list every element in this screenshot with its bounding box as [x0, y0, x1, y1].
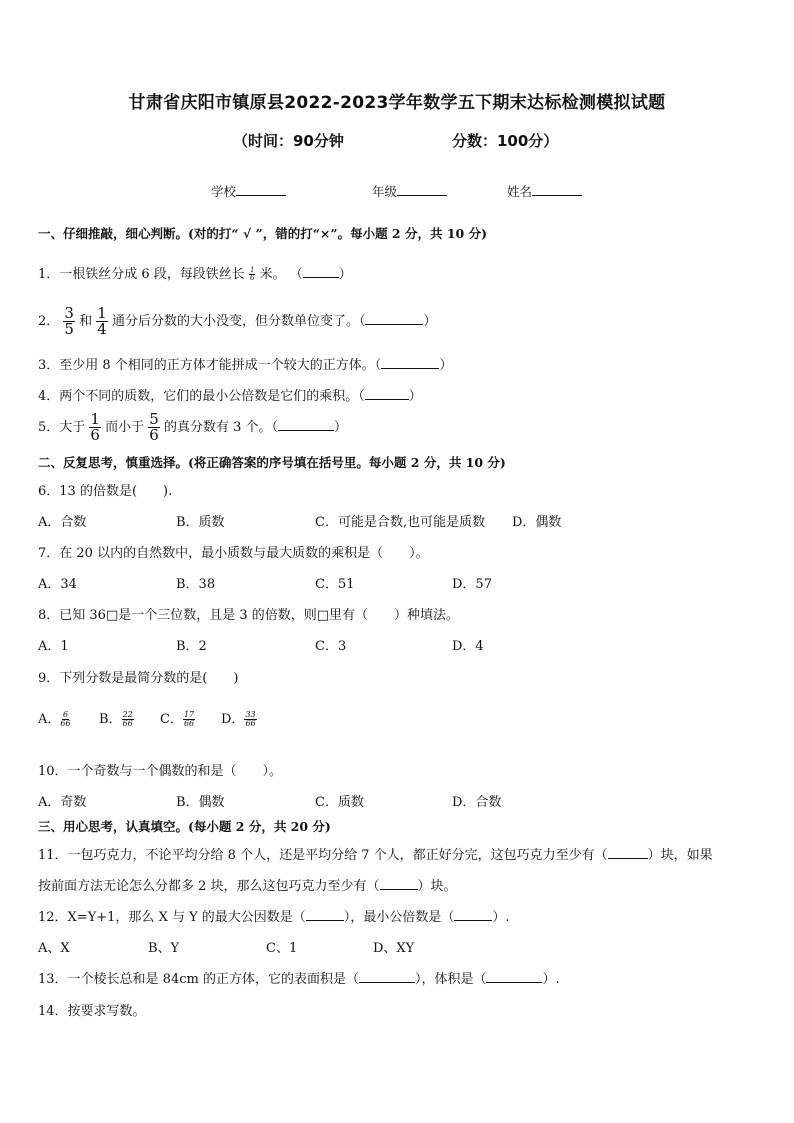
question-13: 13．一个棱长总和是 84cm 的正方体，它的表面积是（ ），体积是（ ）. [38, 972, 560, 987]
q5-fraction-1: $\frac{1}{6}$ [90, 410, 100, 444]
name-blank[interactable] [532, 183, 582, 196]
q2-fraction-2: $\frac{1}{4}$ [97, 304, 107, 338]
q10-option-b[interactable]: B．偶数 [176, 795, 225, 810]
q8-option-d[interactable]: D．4 [452, 639, 484, 654]
q13-blank-1[interactable] [359, 970, 415, 983]
school-label: 学校 [211, 184, 237, 199]
q11-blank-1[interactable] [608, 846, 648, 859]
q9-option-c[interactable]: C． $\frac{17}{66}$ [160, 710, 195, 728]
question-4: 4．两个不同的质数，它们的最小公倍数是它们的乘积。（ ） [38, 389, 422, 404]
q5-text: 的真分数有 3 个。（ [163, 420, 278, 435]
section-3-heading: 三、用心思考，认真填空。(每小题 2 分，共 20 分) [38, 819, 331, 834]
q9-option-a[interactable]: A． $\frac{6}{66}$ [38, 710, 71, 728]
school-field [211, 182, 286, 200]
q6-option-b[interactable]: B．质数 [176, 515, 225, 530]
q1-fraction: $\frac{1}{6}$ [249, 266, 255, 282]
q12-option-d[interactable]: D、XY [373, 941, 415, 956]
q12-option-b[interactable]: B、Y [148, 941, 180, 956]
q12-option-c[interactable]: C、1 [266, 941, 298, 956]
q5-blank[interactable] [278, 418, 334, 431]
section-1-heading: 一、仔细推敲，细心判断。(对的打“ √ ”，错的打“×”。每小题 2 分，共 10 分) [38, 226, 487, 241]
q3-blank[interactable] [381, 356, 439, 369]
name-label: 姓名 [507, 184, 533, 199]
grade-label: 年级 [372, 184, 398, 199]
question-3: 3．至少用 8 个相同的正方体才能拼成一个较大的正方体。（ ） [38, 358, 453, 373]
q8-option-c[interactable]: C．3 [315, 639, 347, 654]
q1-blank[interactable] [303, 265, 339, 278]
q6-option-c[interactable]: C．可能是合数,也可能是质数 [315, 515, 486, 530]
question-7: 7．在 20 以内的自然数中，最小质数与最大质数的乘积是（ ）。 [38, 546, 429, 561]
page-title: 甘肃省庆阳市镇原县2022-2023学年数学五下期末达标检测模拟试题 [128, 93, 666, 113]
q12-blank-1[interactable] [306, 908, 344, 921]
q2-fraction-1: $\frac{3}{5}$ [64, 304, 74, 338]
q9-option-d[interactable]: D． $\frac{33}{66}$ [221, 710, 256, 728]
q1-text: 1．一根铁丝分成 6 段，每段铁丝长 [38, 267, 245, 282]
q10-option-c[interactable]: C．质数 [315, 795, 364, 810]
section-2-heading: 二、反复思考，慎重选择。(将正确答案的序号填在括号里。每小题 2 分，共 10 分) [38, 455, 506, 470]
q2-text: 通分后分数的大小没变，但分数单位变了。（ [111, 314, 366, 329]
q2-blank[interactable] [365, 312, 423, 325]
school-blank[interactable] [236, 183, 286, 196]
grade-field [372, 182, 447, 200]
q8-option-b[interactable]: B．2 [176, 639, 207, 654]
score-label: 分数：100分） [452, 132, 559, 150]
q4-blank[interactable] [365, 387, 409, 400]
grade-blank[interactable] [397, 183, 447, 196]
time-label: （时间：90分钟 [233, 132, 344, 150]
question-11-line-2: 按前面方法无论怎么分都多 2 块，那么这包巧克力至少有（ ）块。 [38, 879, 457, 894]
question-12: 12．X=Y+1，那么 X 与 Y 的最大公因数是（ ），最小公倍数是（ ）. [38, 910, 510, 925]
name-field [507, 182, 582, 200]
q3-text: 3．至少用 8 个相同的正方体才能拼成一个较大的正方体。（ [38, 358, 382, 373]
q6-option-a[interactable]: A．合数 [38, 515, 87, 530]
question-14: 14．按要求写数。 [38, 1004, 146, 1019]
question-1: 1．一根铁丝分成 6 段，每段铁丝长 $\frac{1}{6}$ 米。 （ ） [38, 266, 352, 282]
q13-blank-2[interactable] [486, 970, 542, 983]
q7-option-b[interactable]: B．38 [176, 577, 216, 592]
question-2: 2． $\frac{3}{5}$ 和 $\frac{1}{4}$ 通分后分数的大小没变，但分数单位变了。（ ） [38, 304, 437, 338]
question-6: 6．13 的倍数是( ). [38, 484, 173, 499]
question-8: 8．已知 36□是一个三位数，且是 3 的倍数，则□里有（ ）种填法。 [38, 608, 460, 623]
question-9: 9．下列分数是最简分数的是( ) [38, 671, 239, 686]
q7-option-c[interactable]: C．51 [315, 577, 355, 592]
q6-option-d[interactable]: D．偶数 [512, 515, 562, 530]
q9-option-b[interactable]: B． $\frac{22}{66}$ [99, 710, 133, 728]
q5-fraction-2: $\frac{5}{6}$ [149, 410, 159, 444]
q7-option-d[interactable]: D．57 [452, 577, 492, 592]
question-5: 5．大于 $\frac{1}{6}$ 而小于 $\frac{5}{6}$ 的真分数有 3 个。（ ） [38, 410, 348, 444]
q8-option-a[interactable]: A．1 [38, 639, 69, 654]
q12-blank-2[interactable] [454, 908, 492, 921]
q7-option-a[interactable]: A．34 [38, 577, 77, 592]
q11-blank-2[interactable] [380, 877, 418, 890]
q4-text: 4．两个不同的质数，它们的最小公倍数是它们的乘积。（ [38, 389, 365, 404]
q10-option-a[interactable]: A．奇数 [38, 795, 87, 810]
question-11-line-1: 11．一包巧克力，不论平均分给 8 个人，还是平均分给 7 个人，都正好分完，这包巧克力至少有（ ）块，如果 [38, 848, 713, 863]
question-10: 10．一个奇数与一个偶数的和是（ ）。 [38, 764, 283, 779]
q1-text-2: 米。 （ [259, 267, 303, 282]
q12-option-a[interactable]: A、X [38, 941, 70, 956]
q10-option-d[interactable]: D．合数 [452, 795, 502, 810]
